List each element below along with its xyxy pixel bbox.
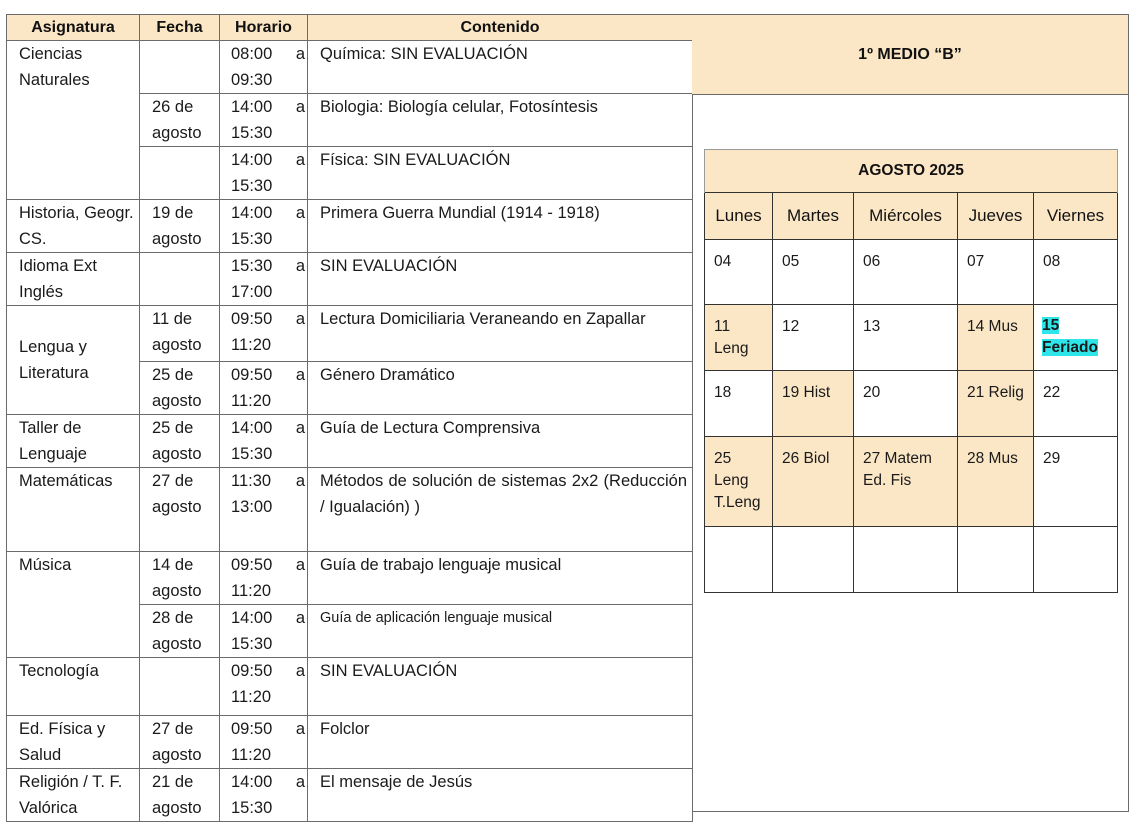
table-row (7, 658, 693, 716)
calendar-week-row (705, 527, 1118, 593)
day-entry (958, 527, 1033, 538)
calendar-day-cell (773, 371, 854, 437)
date-text: 25 de agosto (152, 419, 202, 463)
time-cell (220, 200, 308, 253)
calendar-day-cell (854, 437, 958, 527)
day-entry: 05 (782, 253, 800, 270)
header-time: Horario (220, 15, 308, 41)
calendar-day-cell (1034, 527, 1118, 593)
subject-text: Música (19, 556, 72, 574)
time-end: 11:20 (231, 335, 272, 354)
time-cell (220, 468, 308, 552)
time-cell (220, 362, 308, 415)
time-cell (220, 94, 308, 147)
day-entry: 04 (714, 253, 732, 270)
time-end: 15:30 (231, 798, 273, 817)
time-start: 09:50 (231, 662, 273, 680)
header-date: Fecha (140, 15, 220, 41)
content-cell (308, 94, 693, 147)
calendar-day-cell (958, 437, 1034, 527)
content-text: Género Dramático (320, 366, 455, 384)
holiday-highlight: 15 Feriado (1042, 317, 1098, 356)
content-cell (308, 200, 693, 253)
table-row (7, 769, 693, 822)
content-text: Física: SIN EVALUACIÓN (320, 151, 511, 169)
august-calendar (704, 149, 1118, 593)
calendar-day-cell (773, 527, 854, 593)
content-text: Guía de aplicación lenguaje musical (320, 610, 553, 626)
time-cell (220, 716, 308, 769)
time-sep: a (295, 662, 305, 680)
time-cell (220, 552, 308, 605)
time-start: 08:00 (231, 45, 273, 63)
time-sep: a (295, 204, 305, 222)
calendar-day-cell (854, 240, 958, 305)
content-text: El mensaje de Jesús (320, 773, 473, 791)
subject-cell (7, 658, 140, 716)
time-cell (220, 41, 308, 94)
date-text: 25 de agosto (152, 366, 202, 410)
day-entry: 06 (863, 253, 881, 270)
calendar-day-cell (958, 305, 1034, 371)
date-cell (140, 253, 220, 306)
calendar-day-cell (1034, 371, 1118, 437)
day-entry: 07 (967, 253, 985, 270)
calendar-week-row (705, 371, 1118, 437)
time-cell (220, 253, 308, 306)
time-start: 09:50 (231, 366, 273, 384)
subject-text: Historia, Geogr. CS. (19, 204, 134, 248)
subject-cell (7, 200, 140, 253)
content-cell (308, 468, 693, 552)
time-start: 14:00 (231, 151, 273, 169)
calendar-day-cell-holiday (1034, 305, 1118, 371)
time-end: 15:30 (231, 123, 273, 142)
time-start: 09:50 (231, 310, 273, 328)
time-sep: a (295, 366, 305, 384)
time-end: 15:30 (231, 634, 273, 653)
content-text: Primera Guerra Mundial (1914 - 1918) (320, 204, 600, 222)
time-sep: a (295, 98, 305, 116)
time-sep: a (295, 257, 305, 275)
date-cell (140, 41, 220, 94)
day-entry (705, 527, 772, 538)
time-end: 11:20 (231, 745, 272, 764)
subject-text: Matemáticas (19, 472, 113, 490)
calendar-day-cell (854, 305, 958, 371)
subject-cell (7, 306, 140, 415)
day-entry: 29 (1043, 450, 1061, 467)
date-text (140, 658, 219, 659)
content-cell (308, 147, 693, 200)
time-cell (220, 147, 308, 200)
content-cell (308, 253, 693, 306)
date-cell (140, 415, 220, 468)
date-text (140, 253, 219, 254)
day-entry: 08 (1043, 253, 1061, 270)
time-sep: a (295, 472, 305, 490)
content-cell (308, 716, 693, 769)
calendar-day-cell (773, 437, 854, 527)
table-row (7, 468, 693, 552)
day-entry: 22 (1043, 384, 1061, 401)
time-cell (220, 658, 308, 716)
time-sep: a (295, 773, 305, 791)
weekday-label: Viernes (1034, 193, 1118, 240)
day-entry: 20 (863, 384, 881, 401)
date-cell (140, 552, 220, 605)
subject-cell (7, 415, 140, 468)
subject-cell (7, 769, 140, 822)
date-cell (140, 605, 220, 658)
time-start: 09:50 (231, 556, 273, 574)
calendar-week-row (705, 305, 1118, 371)
weekday-label: Jueves (958, 193, 1034, 240)
weekday-label: Miércoles (854, 193, 958, 240)
day-entry: 28 Mus (967, 450, 1018, 467)
class-title: 1º MEDIO “B” (692, 15, 1128, 95)
schedule-header-row (7, 15, 693, 41)
day-entry: 12 (782, 318, 800, 335)
calendar-day-cell (773, 305, 854, 371)
day-entry: 14 Mus (967, 318, 1018, 335)
content-text: SIN EVALUACIÓN (320, 662, 458, 680)
subject-text: Ed. Física y Salud (19, 720, 106, 764)
content-cell (308, 769, 693, 822)
table-row (7, 415, 693, 468)
calendar-day-cell (773, 240, 854, 305)
content-cell (308, 306, 693, 362)
date-text (140, 147, 219, 148)
content-cell (308, 552, 693, 605)
time-sep: a (295, 310, 305, 328)
time-end: 17:00 (231, 282, 273, 301)
calendar-month-title: AGOSTO 2025 (705, 150, 1118, 193)
time-sep: a (295, 609, 305, 627)
time-cell (220, 415, 308, 468)
content-text: Lectura Domiciliaria Veraneando en Zapallar (320, 310, 646, 328)
content-text: Folclor (320, 720, 370, 738)
date-cell (140, 94, 220, 147)
table-row (7, 200, 693, 253)
table-row (7, 552, 693, 605)
table-row (7, 716, 693, 769)
time-end: 15:30 (231, 229, 273, 248)
date-text: 28 de agosto (152, 609, 202, 653)
subject-cell (7, 41, 140, 200)
date-cell (140, 658, 220, 716)
calendar-week-row (705, 240, 1118, 305)
subject-text: Lengua y Literatura (19, 338, 89, 382)
content-cell (308, 605, 693, 658)
time-start: 15:30 (231, 257, 273, 275)
table-row (7, 306, 693, 362)
time-sep: a (295, 556, 305, 574)
calendar-day-cell (705, 437, 773, 527)
day-entry: 26 Biol (782, 450, 830, 467)
subject-cell (7, 468, 140, 552)
table-row (7, 253, 693, 306)
table-row (7, 41, 693, 94)
date-cell (140, 769, 220, 822)
time-start: 14:00 (231, 419, 273, 437)
time-cell (220, 306, 308, 362)
content-cell (308, 415, 693, 468)
content-text: SIN EVALUACIÓN (320, 257, 458, 275)
day-entry: 21 Relig (967, 384, 1024, 401)
content-text: Química: SIN EVALUACIÓN (320, 45, 528, 63)
calendar-day-cell (705, 305, 773, 371)
subject-text: Taller de Lenguaje (19, 419, 87, 463)
time-sep: a (295, 151, 305, 169)
date-text: 11 de agosto (152, 310, 202, 354)
day-entry: 11 Leng (714, 318, 749, 357)
subject-cell (7, 716, 140, 769)
subject-cell (7, 552, 140, 658)
date-cell (140, 200, 220, 253)
date-text: 19 de agosto (152, 204, 202, 248)
time-cell (220, 769, 308, 822)
time-start: 14:00 (231, 98, 273, 116)
time-start: 14:00 (231, 204, 273, 222)
date-text: 14 de agosto (152, 556, 202, 600)
time-cell (220, 605, 308, 658)
subject-cell (7, 253, 140, 306)
time-start: 09:50 (231, 720, 273, 738)
weekday-label: Lunes (705, 193, 773, 240)
header-content: Contenido (308, 15, 693, 41)
subject-text: Religión / T. F. Valórica (19, 773, 123, 817)
evaluation-schedule-table (6, 14, 693, 822)
day-entry (773, 527, 853, 538)
content-cell (308, 41, 693, 94)
time-end: 15:30 (231, 444, 273, 463)
time-end: 09:30 (231, 70, 273, 89)
day-entry: 13 (863, 318, 881, 335)
calendar-week-row (705, 437, 1118, 527)
content-cell (308, 658, 693, 716)
time-end: 11:20 (231, 581, 272, 600)
content-text: Biologia: Biología celular, Fotosíntesis (320, 98, 598, 116)
content-text: Métodos de solución de sistemas 2x2 (Reducción / Igualación) ) (320, 472, 687, 516)
date-text: 21 de agosto (152, 773, 202, 817)
header-subject: Asignatura (7, 15, 140, 41)
subject-text: Ciencias Naturales (19, 45, 90, 89)
calendar-day-cell (958, 527, 1034, 593)
day-entry: 27 Matem Ed. Fis (863, 450, 932, 489)
day-entry (1034, 527, 1117, 538)
calendar-day-cell (705, 240, 773, 305)
date-text: 27 de agosto (152, 472, 202, 516)
calendar-day-cell (958, 240, 1034, 305)
day-entry (854, 527, 957, 538)
time-end: 11:20 (231, 391, 272, 410)
time-start: 14:00 (231, 609, 273, 627)
calendar-weekday-row (705, 193, 1118, 240)
calendar-day-cell (705, 371, 773, 437)
day-entry: 19 Hist (782, 384, 831, 401)
date-cell (140, 147, 220, 200)
date-cell (140, 306, 220, 362)
time-end: 11:20 (231, 687, 272, 706)
calendar-day-cell (854, 371, 958, 437)
date-cell (140, 716, 220, 769)
calendar-day-cell (705, 527, 773, 593)
date-text (140, 41, 219, 42)
calendar-day-cell (1034, 240, 1118, 305)
content-text: Guía de Lectura Comprensiva (320, 419, 541, 437)
time-sep: a (295, 45, 305, 63)
time-sep: a (295, 419, 305, 437)
calendar-day-cell (854, 527, 958, 593)
date-cell (140, 362, 220, 415)
date-text: 26 de agosto (152, 98, 202, 142)
date-text: 27 de agosto (152, 720, 202, 764)
subject-text: Idioma Ext Inglés (19, 257, 97, 301)
subject-text: Tecnología (19, 662, 99, 680)
time-start: 14:00 (231, 773, 273, 791)
day-entry: 25 Leng T.Leng (714, 450, 761, 511)
time-end: 15:30 (231, 176, 273, 195)
time-end: 13:00 (231, 497, 273, 516)
calendar-day-cell (1034, 437, 1118, 527)
time-sep: a (295, 720, 305, 738)
weekday-label: Martes (773, 193, 854, 240)
day-entry: 18 (714, 384, 732, 401)
content-text: Guía de trabajo lenguaje musical (320, 556, 562, 574)
calendar-day-cell (958, 371, 1034, 437)
content-cell (308, 362, 693, 415)
date-cell (140, 468, 220, 552)
time-start: 11:30 (231, 472, 272, 490)
